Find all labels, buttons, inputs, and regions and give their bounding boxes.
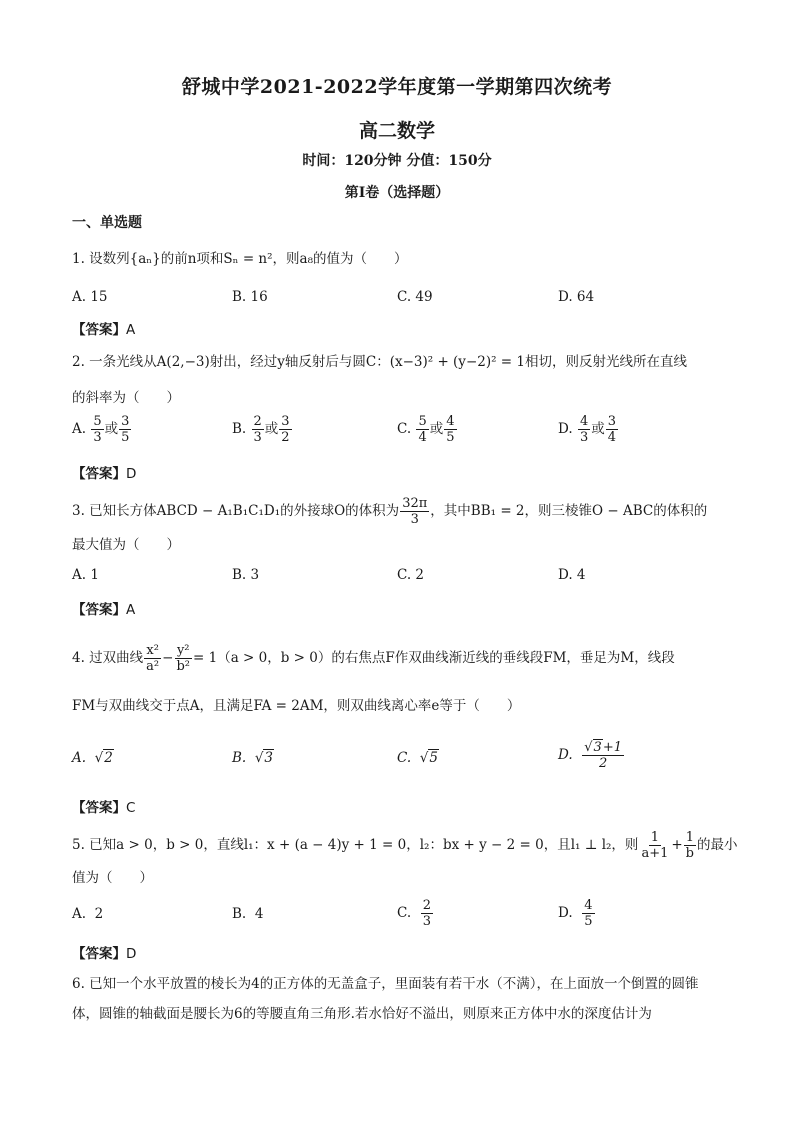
q3-option-d: D. 4 [558,567,586,583]
q4-option-a: A. √2 [72,750,113,766]
question-2-stem-line1: 2. 一条光线从A(2,−3)射出，经过y轴反射后与圆C：(x−3)² + (y−2)² = 1相切，则反射光线所在直线 [72,354,688,370]
q2-option-a: A. $\frac{5}{3}$ 或 $\frac{3}{5}$ [72,414,130,445]
question-2-stem-line2: 的斜率为（ ） [72,390,180,406]
question-3-stem-line2: 最大值为（ ） [72,537,180,553]
question-4-stem-line2: FM与双曲线交于点A，且满足FA = 2AM，则双曲线离心率e等于（ ） [72,698,521,714]
exam-meta: 时间：120分钟 分值：150分 [302,153,492,169]
question-5-stem-line2: 值为（ ） [72,870,153,886]
q1-option-d: D. 64 [558,289,595,305]
q2-option-d: D. $\frac{4}{3}$ 或 $\frac{3}{4}$ [558,414,616,445]
q5-option-c: C. $\frac{2}{3}$ [397,898,432,929]
q2-answer: 【答案】D [72,466,137,482]
q4-option-c: C. √5 [397,750,438,766]
subject-title: 高二数学 [358,120,435,142]
q1-option-b: B. 16 [232,289,268,305]
q1-option-c: C. 49 [397,289,433,305]
q1-answer: 【答案】A [72,322,136,338]
question-3-stem-line1: 3. 已知长方体ABCD − A₁B₁C₁D₁的外接球O的体积为 $\frac{32\pi}{3}$ ，其中BB₁ = 2，则三棱锥O − ABC的体积的 [72,496,708,527]
question-5-stem-line1: 5. 已知a > 0，b > 0，直线l₁：x + (a − 4)y + 1 = 0，l₂：bx + y − 2 = 0，且l₁ ⊥ l₂，则 $\frac{1}{a+1}$ + $\frac{1}{b}$ 的最小 [72,830,738,861]
q4-answer: 【答案】C [72,800,136,816]
exam-title: 舒城中学2021-2022学年度第一学期第四次统考 [181,76,613,98]
question-4-stem-line1: 4. 过双曲线 $\frac{\text{x²}}{\text{a²}}$ − $\frac{\text{y²}}{\text{b²}}$ = 1（a > 0，b > 0）的右焦点F作双曲线渐近线的垂线段FM，垂足为M，线段 [72,643,675,674]
q5-option-a: A. 2 [72,906,104,922]
part-title: 第I卷（选择题） [344,185,450,201]
q4-option-b: B. √3 [232,750,274,766]
q4-option-d: D. $\frac{√3+1}{2}$ [558,740,622,771]
question-1-stem: 1. 设数列{aₙ}的前n项和Sₙ = n²，则a₈的值为（ ） [72,251,408,267]
q2-option-c: C. $\frac{5}{4}$ 或 $\frac{4}{5}$ [397,414,455,445]
question-6-stem-line1: 6. 已知一个水平放置的棱长为4的正方体的无盖盒子，里面装有若干水（不满），在上面放一个倒置的圆锥 [72,976,699,992]
q3-option-c: C. 2 [397,567,425,583]
q3-option-b: B. 3 [232,567,260,583]
q5-option-b: B. 4 [232,906,264,922]
q2-option-b: B. $\frac{2}{3}$ 或 $\frac{3}{2}$ [232,414,290,445]
q5-option-d: D. $\frac{4}{5}$ [558,898,593,929]
q3-option-a: A. 1 [72,567,99,583]
question-6-stem-line2: 体，圆锥的轴截面是腰长为6的等腰直角三角形.若水恰好不溢出，则原来正方体中水的深度估计为 [72,1006,652,1022]
q3-answer: 【答案】A [72,602,136,618]
q5-answer: 【答案】D [72,946,137,962]
q1-option-a: A. 15 [72,289,108,305]
section-heading: 一、单选题 [72,215,142,231]
